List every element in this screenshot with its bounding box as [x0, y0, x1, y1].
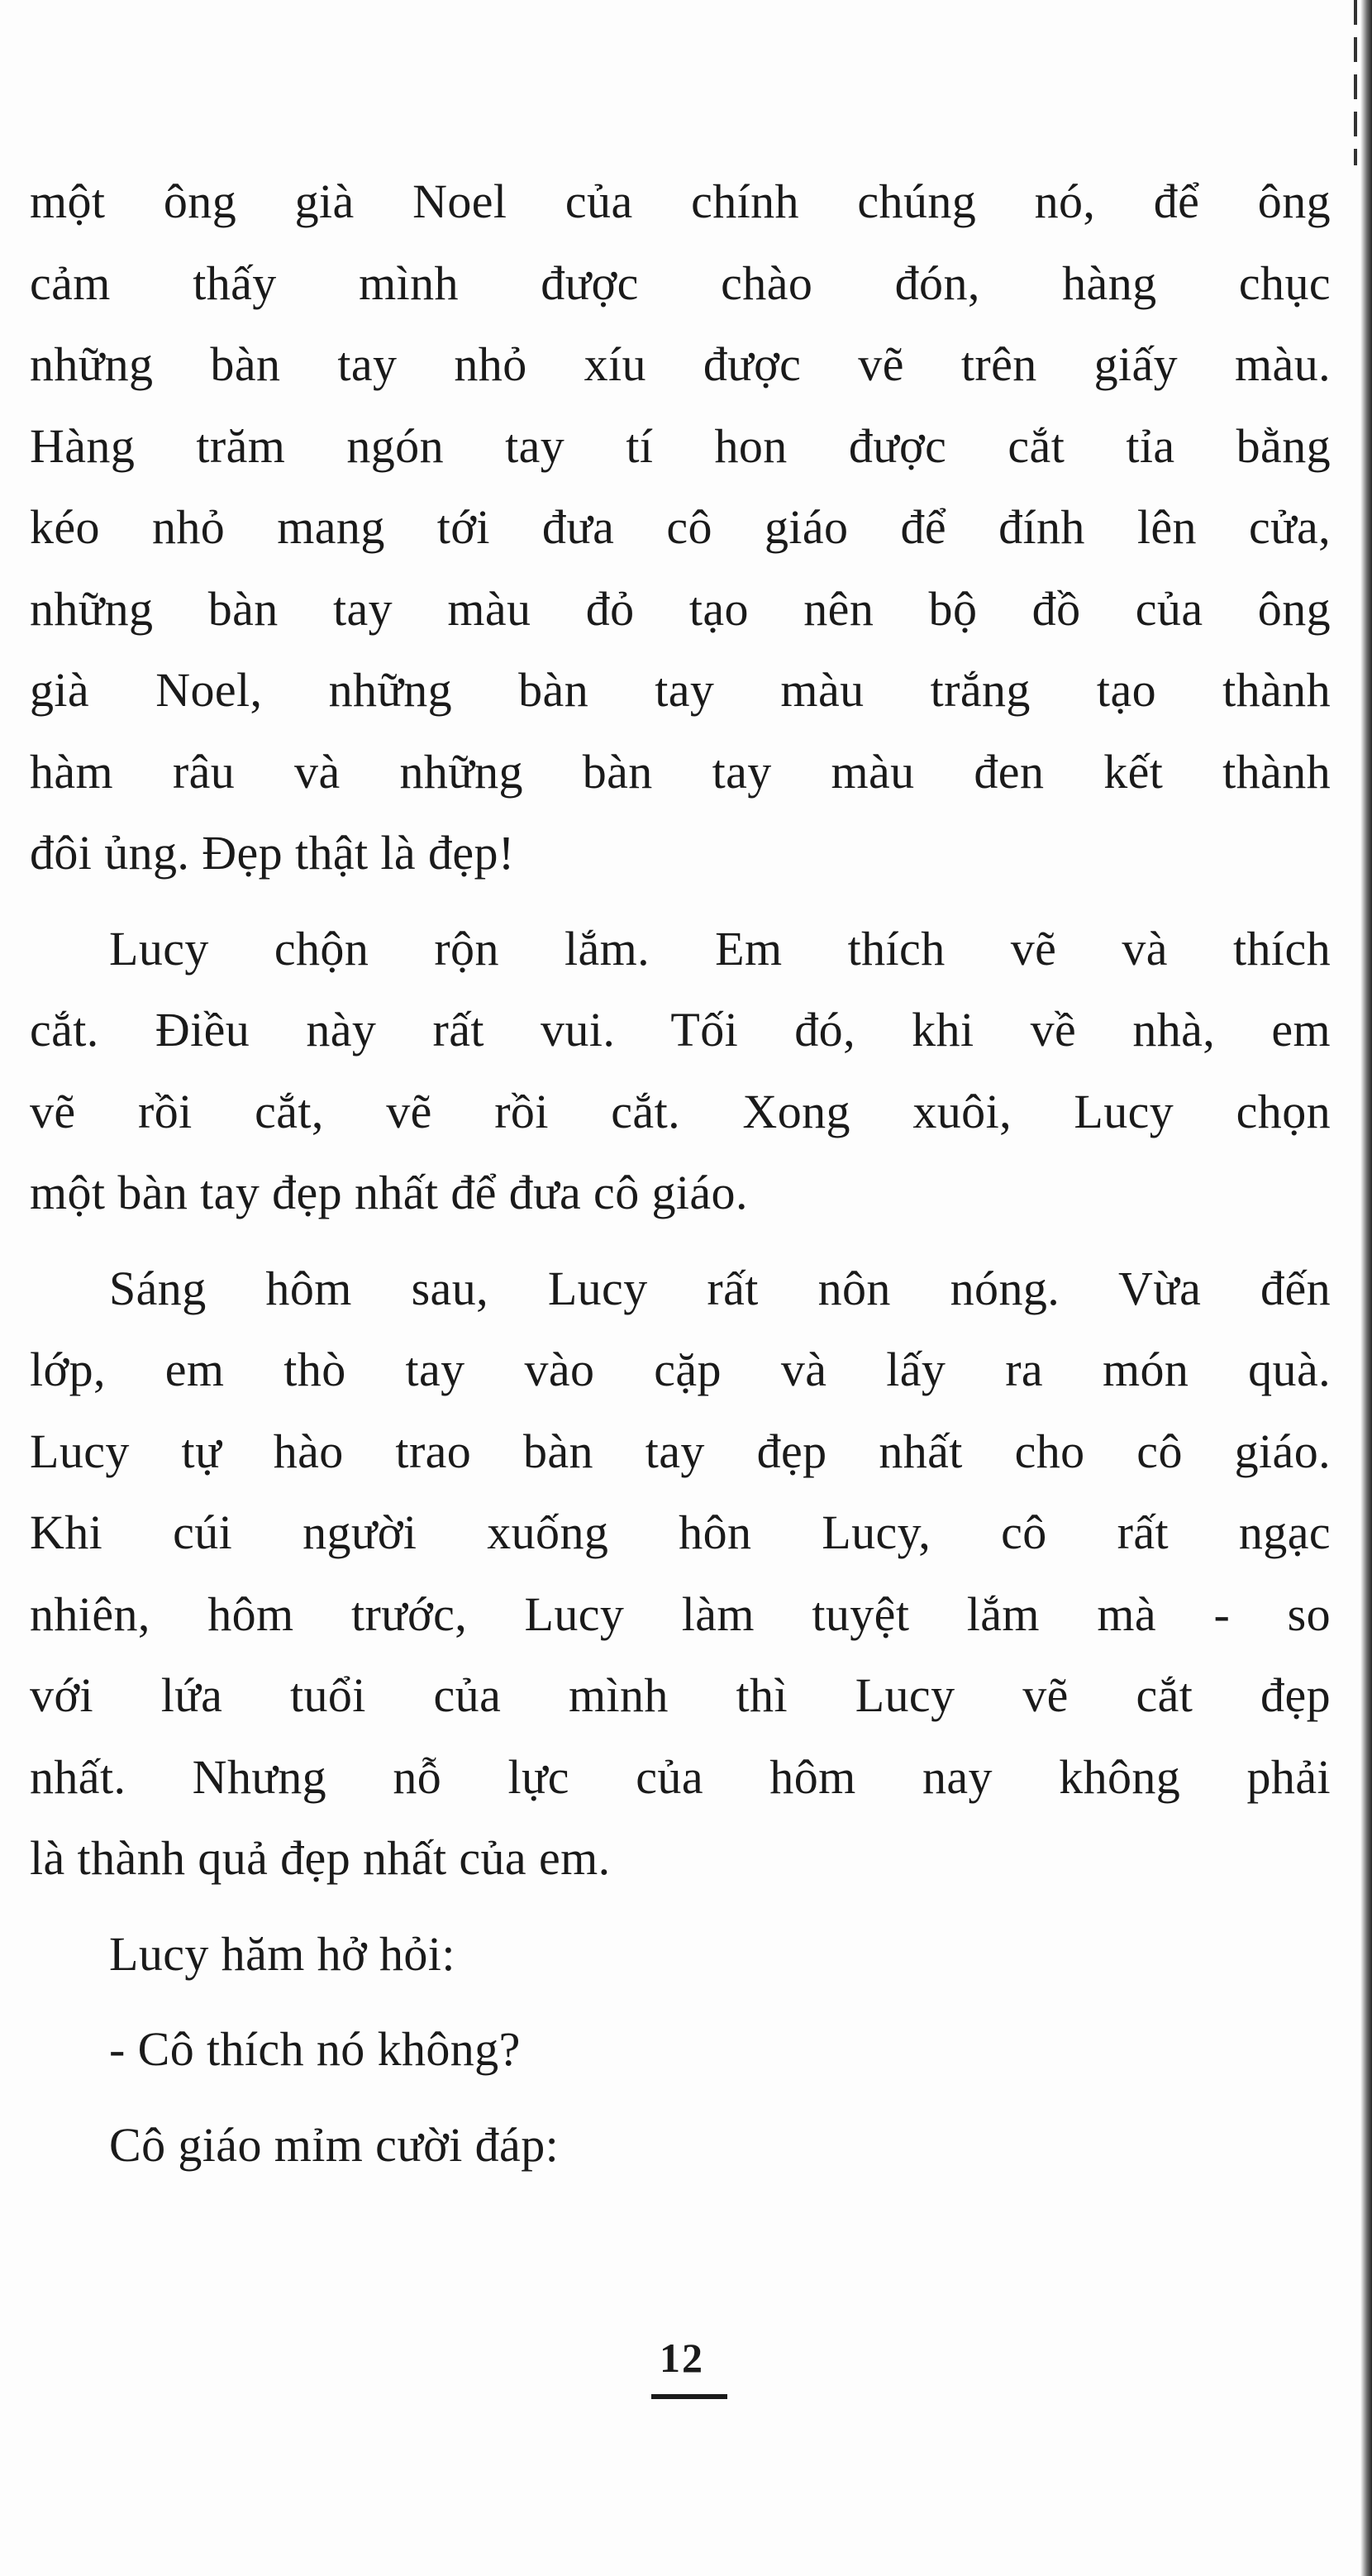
paragraph — [30, 2009, 1331, 2091]
text-line: vẽ rồi cắt, vẽ rồi cắt. Xong xuôi, Lucy chọn — [30, 1084, 1331, 1138]
text-line: những bàn tay màu đỏ tạo nên bộ đồ của ông — [30, 581, 1331, 636]
text-line: một ông già Noel của chính chúng nó, để ông — [30, 174, 1331, 228]
text-line: những bàn tay nhỏ xíu được vẽ trên giấy màu. — [30, 337, 1331, 391]
text-line: cảm thấy mình được chào đón, hàng chục — [30, 255, 1331, 310]
paragraph — [30, 161, 1331, 894]
page-number-underline — [651, 2394, 727, 2399]
text-line: Hàng trăm ngón tay tí hon được cắt tỉa bằng — [30, 418, 1331, 473]
text-line: Sáng hôm sau, Lucy rất nôn nóng. Vừa đến — [109, 1261, 1331, 1315]
text-line: Lucy hăm hở hỏi: — [109, 1926, 455, 1981]
text-line: Lucy tự hào trao bàn tay đẹp nhất cho cô giáo. — [30, 1424, 1331, 1478]
text-line: với lứa tuổi của mình thì Lucy vẽ cắt đẹp — [30, 1668, 1331, 1722]
page-number: 12 — [660, 2335, 704, 2381]
body-text — [30, 161, 1331, 2186]
paragraph — [30, 1914, 1331, 1996]
paragraph — [30, 909, 1331, 1234]
text-line: - Cô thích nó không? — [109, 2022, 521, 2076]
text-line: nhất. Nhưng nỗ lực của hôm nay không phải — [30, 1749, 1331, 1804]
text-line: một bàn tay đẹp nhất để đưa cô giáo. — [30, 1166, 748, 1219]
text-line: kéo nhỏ mang tới đưa cô giáo để đính lên cửa, — [30, 500, 1331, 554]
text-line: già Noel, những bàn tay màu trắng tạo thành — [30, 663, 1331, 717]
text-line: lớp, em thò tay vào cặp và lấy ra món quà. — [30, 1343, 1331, 1396]
paragraph — [30, 1248, 1331, 1900]
text-line: cắt. Điều này rất vui. Tối đó, khi về nhà, em — [30, 1003, 1331, 1057]
text-line: Khi cúi người xuống hôn Lucy, cô rất ngạc — [30, 1505, 1331, 1559]
paragraph — [30, 2105, 1331, 2187]
text-line: Lucy chộn rộn lắm. Em thích vẽ và thích — [109, 921, 1331, 976]
text-line: đôi ủng. Đẹp thật là đẹp! — [30, 826, 515, 880]
text-line: nhiên, hôm trước, Lucy làm tuyệt lắm mà - so — [30, 1586, 1331, 1641]
text-line: là thành quả đẹp nhất của em. — [30, 1831, 611, 1885]
page-edge-shadow — [1360, 0, 1372, 2576]
text-line: hàm râu và những bàn tay màu đen kết thành — [30, 744, 1331, 799]
page-edge-marks — [1354, 0, 1357, 165]
text-line: Cô giáo mỉm cười đáp: — [109, 2117, 560, 2172]
